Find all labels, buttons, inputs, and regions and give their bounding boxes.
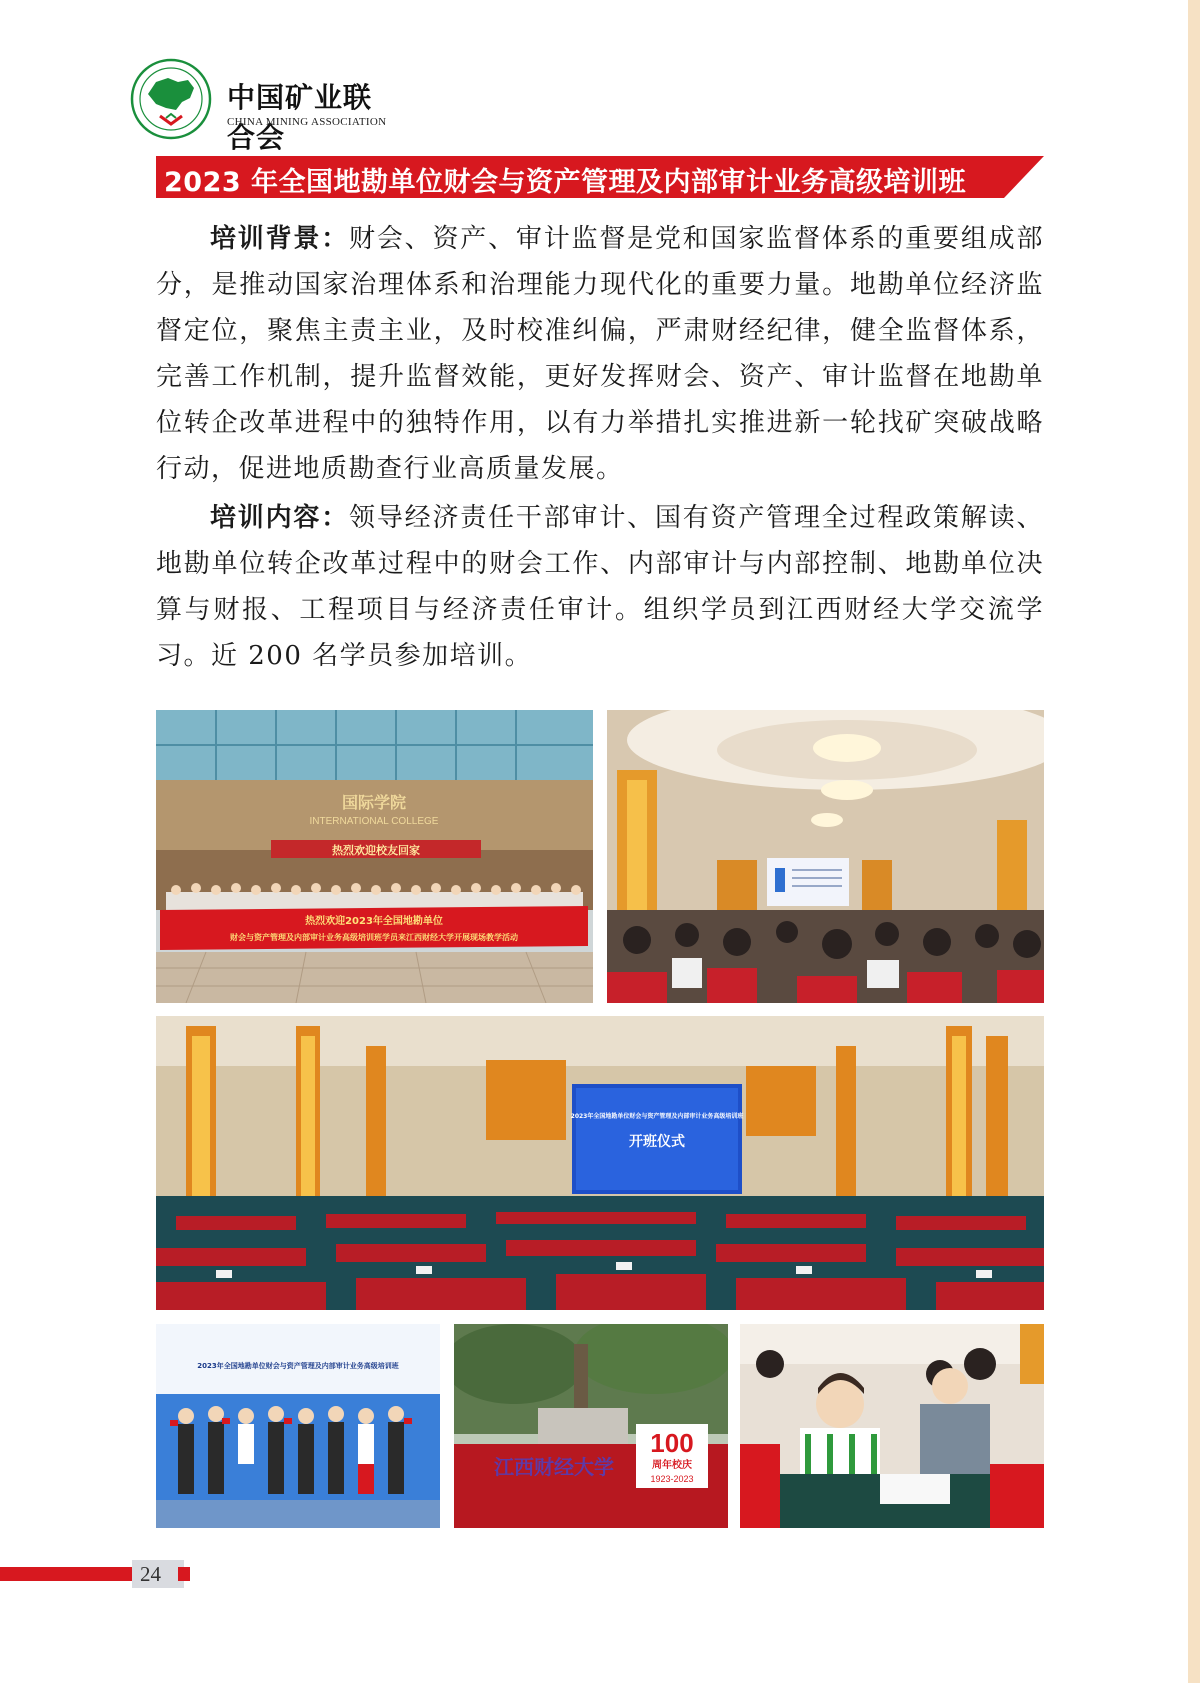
paragraph-background — [156, 216, 1044, 492]
photo-college-group — [156, 710, 593, 1003]
paragraph-text: 财会、资产、审计监督是党和国家监督体系的重要组成部分，是推动国家治理体系和治理能力现代化的重要力量。地勘单位经济监督定位，聚焦主责主业，及时校准纠偏，严肃财经纪律，健全监督体系，完善工作机制，提升监督效能，更好发挥财会、资产、审计监督在地勘单位转企改革进程中的独特作用，以有力举措扎实推进新一轮找矿突破战略行动，促进地质勘查行业高质量发展。 — [156, 224, 1044, 484]
campus-stone-text: 江西财经大学 — [494, 1455, 614, 1479]
page-number: 24 — [140, 1562, 161, 1586]
header-logo — [130, 56, 390, 154]
college-group-banner-line1: 热烈欢迎2023年全国地勘单位 — [305, 916, 443, 927]
page-footer — [0, 1560, 200, 1590]
page-title: 2023 年全国地勘单位财会与资产管理及内部审计业务高级培训班 — [164, 167, 967, 198]
screen-title: 2023年全国地勘单位财会与资产管理及内部审计业务高级培训班 — [570, 1113, 744, 1120]
college-sign-cn: 国际学院 — [341, 793, 407, 812]
anniversary-text: 周年校庆 — [652, 1460, 692, 1471]
page-edge-strip — [1188, 0, 1200, 1683]
association-emblem-icon — [130, 58, 212, 140]
org-name-english: CHINA MINING ASSOCIATION — [227, 116, 387, 128]
photo-opening-ceremony — [156, 1016, 1044, 1310]
anniversary-years: 1923-2023 — [650, 1474, 694, 1484]
paragraph-text: 领导经济责任干部审计、国有资产管理全过程政策解读、地勘单位转企改革过程中的财会工作、内部审计与内部控制、地勘单位决算与财报、工程项目与经济责任审计。组织学员到江西财经大学交流学习。近 200 名学员参加培训。 — [156, 503, 1044, 671]
photo-lecture-hall — [607, 710, 1044, 1003]
photo-students-class — [740, 1324, 1044, 1528]
title-banner — [156, 156, 1044, 198]
paragraph-lead: 培训背景： — [210, 224, 350, 254]
photo-group-backdrop — [156, 1324, 440, 1528]
footer-red-square — [178, 1567, 190, 1581]
paragraph-content — [156, 495, 1044, 679]
article-body — [156, 216, 1044, 682]
college-sign-en: INTERNATIONAL COLLEGE — [309, 816, 439, 827]
college-welcome-banner: 热烈欢迎校友回家 — [332, 844, 420, 857]
photo-campus-stone — [454, 1324, 728, 1528]
anniversary-number: 100 — [650, 1428, 694, 1458]
paragraph-lead: 培训内容： — [210, 503, 350, 533]
college-group-banner-line2: 财会与资产管理及内部审计业务高级培训班学员来江西财经大学开展现场教学活动 — [230, 933, 518, 942]
org-name-chinese: 中国矿业联合会 — [227, 81, 373, 154]
group-backdrop-title: 2023年全国地勘单位财会与资产管理及内部审计业务高级培训班 — [197, 1362, 399, 1370]
footer-red-bar — [0, 1567, 132, 1581]
screen-event: 开班仪式 — [629, 1134, 685, 1150]
